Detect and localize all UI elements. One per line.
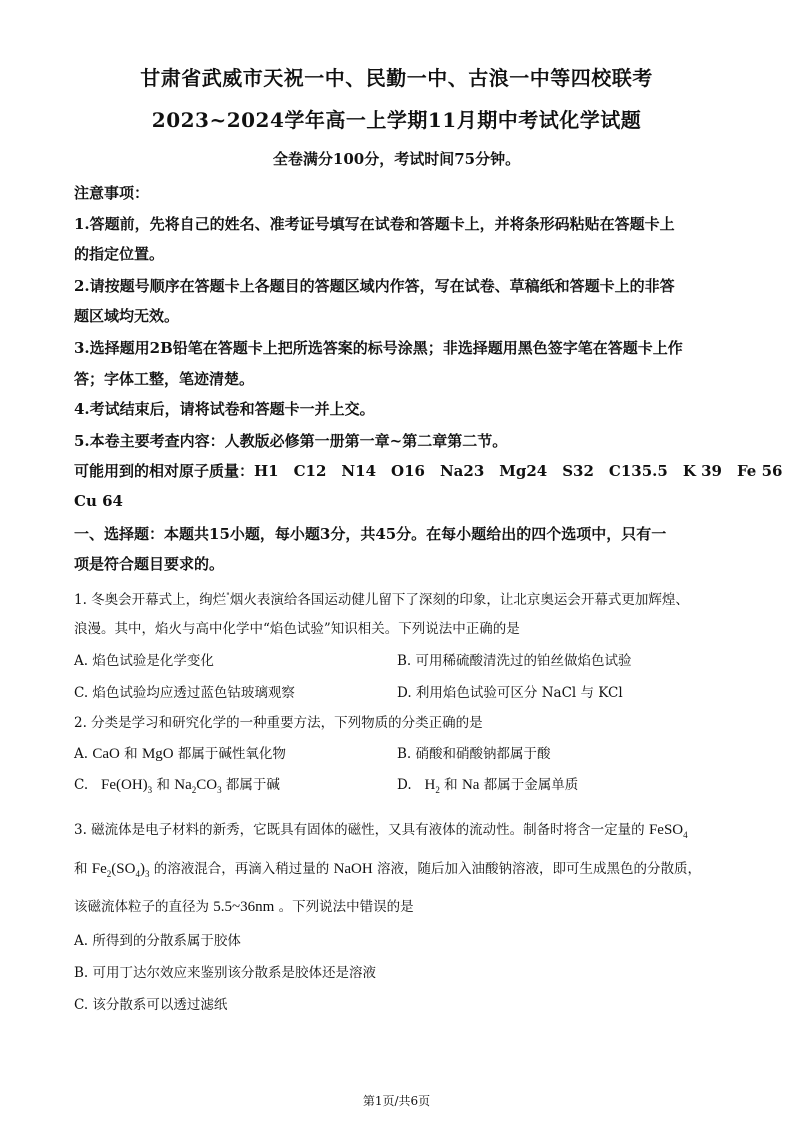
q1-mark: " bbox=[226, 591, 230, 601]
q3-stem-line2: 和 $Fe_2(SO_4)_3$ 的溶液混合，再滴入稍过量的 NaOH 溶液，随后加入油酸钠溶液，即可生成黑色的分散质， bbox=[74, 861, 702, 879]
q2-option-c: C. $Fe(OH)_3$ 和 $Na_2CO_3$ 都属于碱 bbox=[74, 777, 280, 795]
notice-item-3-line2: 答；字体工整，笔迹清楚。 bbox=[74, 370, 255, 388]
notice-item-2-line1: 2.请按题号顺序在答题卡上各题目的答题区域内作答，写在试卷、草稿纸和答题卡上的非答 bbox=[74, 277, 675, 295]
q3-stem-line1: 3. 磁流体是电子材料的新秀，它既具有固体的磁性，又具有液体的流动性。制备时将含一定量的 FeSO$_4$ bbox=[74, 822, 688, 840]
q2-stem: 2. 分类是学习和研究化学的一种重要方法，下列物质的分类正确的是 bbox=[74, 715, 483, 731]
q3-option-b: B. 可用丁达尔效应来鉴别该分散系是胶体还是溶液 bbox=[74, 965, 377, 981]
q3-option-c: C. 该分散系可以透过滤纸 bbox=[74, 997, 228, 1013]
q1-stem-line1: 1. 冬奥会开幕式上，绚烂"烟火表演给各国运动健儿留下了深刻的印象，让北京奥运会开幕式更加辉煌、 bbox=[74, 591, 689, 608]
page-footer: 第1页/共6页 bbox=[362, 1094, 431, 1108]
q3-option-a: A. 所得到的分散系属于胶体 bbox=[74, 933, 241, 949]
score-time-info: 全卷满分100分，考试时间75分钟。 bbox=[272, 150, 521, 168]
q3-stem-line3: 该磁流体粒子的直径为 5.5~36nm 。下列说法中错误的是 bbox=[74, 899, 414, 915]
atomic-mass-line2: Cu 64 bbox=[74, 492, 123, 510]
exam-title-line1: 甘肃省武威市天祝一中、民勤一中、古浪一中等四校联考 bbox=[140, 66, 653, 90]
notice-item-5: 5.本卷主要考查内容：人教版必修第一册第一章~第二章第二节。 bbox=[74, 432, 508, 450]
atomic-mass-line1: 可能用到的相对原子质量：H1 C12 N14 O16 Na23 Mg24 S32 C135.5 K 39 Fe 56 bbox=[74, 462, 783, 480]
notice-item-4: 4.考试结束后，请将试卷和答题卡一并上交。 bbox=[74, 400, 375, 418]
notice-item-1-line2: 的指定位置。 bbox=[74, 245, 165, 263]
q1-option-a: A. 焰色试验是化学变化 bbox=[74, 653, 214, 669]
section1-heading-line1: 一、选择题：本题共15小题，每小题3分，共45分。在每小题给出的四个选项中，只有一 bbox=[74, 525, 667, 543]
section1-heading-line2: 项是符合题目要求的。 bbox=[74, 555, 225, 573]
q1-option-c: C. 焰色试验均应透过蓝色钴玻璃观察 bbox=[74, 685, 295, 701]
notice-heading: 注意事项： bbox=[74, 184, 150, 202]
notice-item-2-line2: 题区域均无效。 bbox=[74, 307, 180, 325]
q2-option-d: D. $H_2$ 和 Na 都属于金属单质 bbox=[397, 777, 579, 795]
notice-item-1-line1: 1.答题前，先将自己的姓名、准考证号填写在试卷和答题卡上，并将条形码粘贴在答题卡上 bbox=[74, 215, 675, 233]
q1-option-d: D. 利用焰色试验可区分 NaCl 与 KCl bbox=[397, 685, 623, 701]
q2-option-b: B. 硝酸和硝酸钠都属于酸 bbox=[397, 746, 551, 762]
q2-option-a: A. CaO 和 MgO 都属于碱性氧化物 bbox=[74, 746, 286, 762]
notice-item-3-line1: 3.选择题用2B铅笔在答题卡上把所选答案的标号涂黑；非选择题用黑色签字笔在答题卡上作 bbox=[74, 339, 683, 357]
exam-title-line2: 2023~2024学年高一上学期11月期中考试化学试题 bbox=[151, 108, 642, 132]
q1-option-b: B. 可用稀硫酸清洗过的铂丝做焰色试验 bbox=[397, 653, 632, 669]
q1-stem-line2: 浪漫。其中，焰火与高中化学中“焰色试验”知识相关。下列说法中正确的是 bbox=[74, 621, 520, 637]
